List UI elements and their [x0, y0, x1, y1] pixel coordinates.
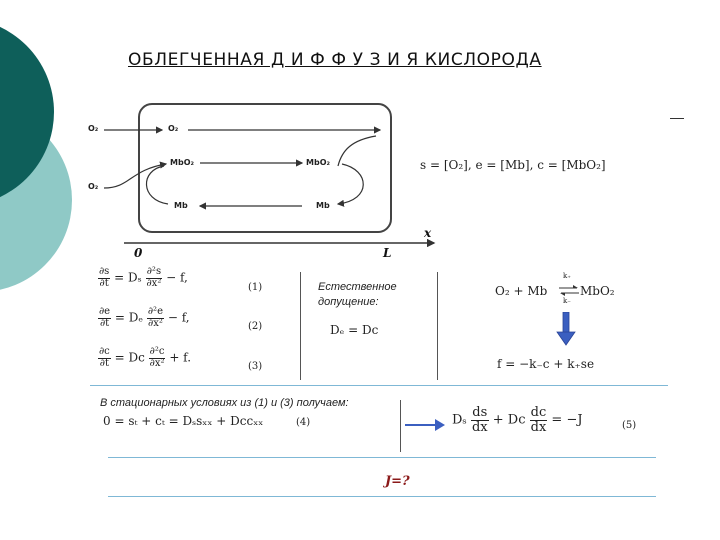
mbo2-label-left: MbO₂ — [170, 158, 194, 167]
k-minus-label: k₋ — [563, 297, 571, 305]
eq2-lhs-num: ∂e — [99, 306, 111, 317]
blue-down-arrow — [556, 312, 576, 346]
rate-expression: f = −k₋c + k₊se — [497, 357, 595, 371]
equation-3 — [98, 347, 191, 369]
axis-zero-label: 0 — [134, 246, 143, 260]
eq2-rhs-num: ∂²e — [147, 306, 163, 317]
equation-4: 0 = sₜ + cₜ = Dₛsₓₓ + Dcсₓₓ — [103, 414, 264, 428]
equation-5 — [452, 406, 583, 434]
separator-steady — [400, 400, 401, 452]
variable-definitions: s = [O₂], e = [Mb], c = [MbO₂] — [420, 158, 606, 172]
eq3-coef: = Dc — [114, 350, 145, 365]
eq3-rhs-num: ∂²c — [149, 346, 165, 357]
eq5-label: (5) — [622, 420, 637, 431]
decorative-dash — [670, 118, 684, 119]
rule-1 — [90, 385, 668, 386]
assumption-formula: Dₑ = Dc — [330, 323, 379, 337]
eq2-label: (2) — [248, 321, 263, 332]
eq5-ds: Dₛ — [452, 412, 467, 428]
question-j: J=? — [385, 474, 410, 489]
k-plus-label: k₊ — [563, 272, 571, 280]
separator-left — [300, 272, 301, 380]
reaction-left: O₂ + Mb — [495, 284, 548, 298]
rule-3 — [108, 496, 656, 497]
eq5-num1: ds — [472, 405, 488, 420]
o2-label-outer-top: O₂ — [88, 124, 99, 133]
steady-state-text: В стационарных условиях из (1) и (3) получаем: — [100, 397, 349, 409]
eq1-lhs-den: ∂t — [99, 277, 109, 289]
eq3-lhs-num: ∂c — [99, 346, 110, 357]
eq5-rhs: = −J — [551, 412, 583, 428]
eq1-lhs-num: ∂s — [99, 266, 110, 277]
eq4-label: (4) — [296, 417, 311, 428]
binding-curve — [104, 164, 166, 188]
o2-label-inner-top: O₂ — [168, 124, 179, 133]
eq1-coef: = Dₛ — [114, 270, 142, 285]
scheme-arrows — [80, 100, 440, 260]
eq5-den2: dx — [530, 419, 547, 435]
assumption-line1: Естественное — [318, 281, 397, 293]
mb-label-right: Mb — [316, 201, 330, 210]
eq2-tail: − f, — [167, 310, 190, 325]
rule-2 — [108, 457, 656, 458]
blue-right-arrow — [405, 418, 445, 432]
slide-title: ОБЛЕГЧЕННАЯ Д И Ф Ф У З И Я КИСЛОРОДА — [128, 50, 542, 70]
right-loop-curve — [338, 164, 363, 204]
release-curve — [338, 136, 376, 166]
reaction-right: MbO₂ — [580, 284, 615, 298]
eq1-rhs-num: ∂²s — [146, 266, 162, 277]
separator-right — [437, 272, 438, 380]
eq2-coef: = Dₑ — [114, 310, 144, 325]
eq5-mid: + Dc — [492, 412, 526, 428]
left-loop-curve — [146, 166, 168, 204]
equation-1 — [98, 267, 188, 289]
axis-x-label: x — [424, 226, 432, 240]
eq3-label: (3) — [248, 361, 263, 372]
eq1-tail: − f, — [166, 270, 188, 285]
eq5-num2: dc — [530, 405, 547, 420]
mb-label-left: Mb — [174, 201, 188, 210]
eq1-label: (1) — [248, 282, 263, 293]
eq5-den1: dx — [471, 419, 488, 435]
axis-l-label: L — [383, 246, 392, 260]
eq2-rhs-den: ∂x² — [148, 317, 163, 329]
equation-2 — [98, 307, 190, 329]
mbo2-label-right: MbO₂ — [306, 158, 330, 167]
eq1-rhs-den: ∂x² — [146, 277, 162, 289]
eq3-lhs-den: ∂t — [99, 357, 109, 369]
eq3-rhs-den: ∂x² — [149, 357, 165, 369]
o2-label-outer-mid: O₂ — [88, 182, 99, 191]
eq3-tail: + f. — [169, 350, 192, 365]
assumption-line2: допущение: — [318, 296, 379, 308]
eq2-lhs-den: ∂t — [99, 317, 110, 329]
